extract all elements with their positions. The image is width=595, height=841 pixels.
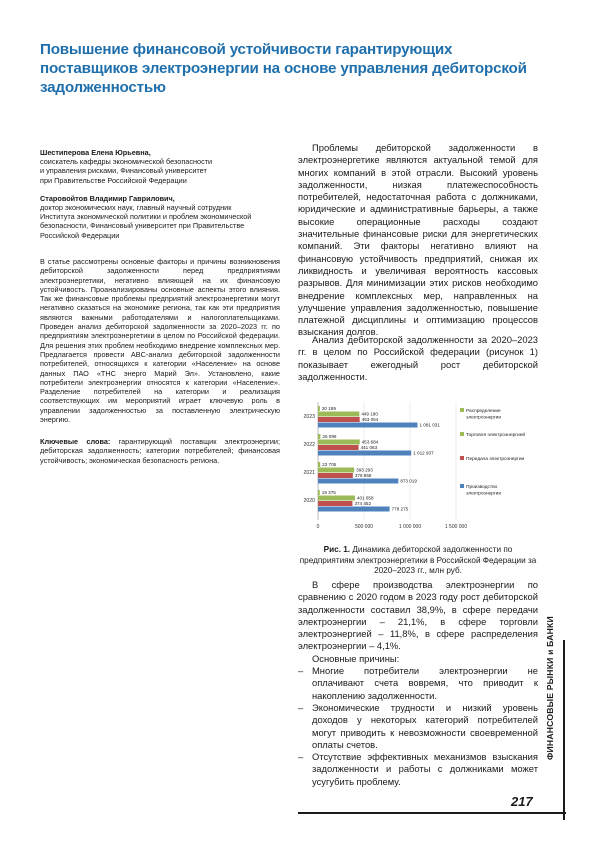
data-label: 26 099	[322, 434, 337, 439]
author-name: Старовойтов Владимир Гаврилович,	[40, 193, 175, 203]
author-affiliation-line: Российской Федерации	[40, 230, 120, 240]
bar	[318, 479, 398, 484]
legend-swatch	[460, 432, 464, 436]
figure-caption	[298, 545, 538, 577]
bar	[318, 445, 359, 450]
data-label: 393 293	[356, 467, 373, 473]
caption-label: Рис. 1.	[323, 545, 351, 554]
section-sidebar-label: ФИНАНСОВЫЕ РЫНКИ и БАНКИ	[545, 616, 555, 760]
bar	[318, 468, 354, 473]
bar	[318, 473, 353, 478]
data-label: 401 658	[356, 495, 374, 501]
legend-label: Производство	[466, 484, 498, 490]
body-paragraph-1: Проблемы дебиторской задолженности в электроэнергетике являются актуальной темой для многих компаний в этой отрасли. Высокий уровень задолженности, низкая платежеспособность потребителей, недостаточная работа с должниками, юридические и административные барьеры, а также высокие операционные расходы создают значительные финансовые риски для энергетических компаний. Эти факторы негативно влияют на финансовую устойчивость предприятий, снижая их ликвидность и увеличивая вероятность кассовых разрывов. Для минимизации этих рисков необходимо внедрение комплексных мер, направленных на улучшение управления задолженностью, повышение платежной дисциплины и оптимизацию процессов взыскания долгов.	[298, 142, 538, 338]
y-tick-label: 2023	[303, 414, 315, 420]
sidebar-rule	[563, 640, 565, 820]
list-item	[298, 665, 538, 702]
keywords-text: гарантирующий поставщик электроэнергии; дебиторская задолженность; категории потребителей; финансовая устойчивость; экономическая безопасность региона.	[40, 437, 280, 465]
bar	[318, 417, 360, 422]
list-item	[298, 751, 538, 788]
legend-label: электроэнергии	[466, 415, 502, 421]
article-title: Повышение финансовой устойчивости гарантирующих поставщиков электроэнергии на основе управления дебиторской задолженностью	[40, 41, 527, 96]
abstract: В статье рассмотрены основные факторы и причины возникновения дебиторской задолженности перед предприятиями электроэнергетики, негативно влияющей на их финансовую устойчивость. Проанализированы основные аспекты этого влияния. Так же финансовые проблемы предприятий электроэнергетики могут негативно сказаться на экономике региона, так как эти предприятия являются важными работодателями и налогоплательщиками. Проведен анализ дебиторской задолженности за 2020–2023 гг. по предприятиям электроэнергетики в целом по Российской федерации. Для решения этих проблем необходимо внедрение комплексных мер. Предлагается провести ABC-анализ дебиторской задолженности потребителей, относящихся к категории «Население» на основе данных ПАО «ТНС энерго Марий Эл». Установлено, какие потребители электроэнергии относятся к категории «Население». Разделение потребителей на категории и реализация соответствующих им мероприятий играет ключевую роль в управлении задолженностью за поставленную электрическую энергию.	[40, 257, 280, 425]
body-paragraph-3	[298, 579, 538, 788]
bar	[318, 501, 352, 506]
data-label: 453 684	[361, 439, 379, 445]
keywords	[40, 437, 280, 465]
page-number: 217	[511, 794, 533, 809]
data-label: 20 189	[321, 406, 336, 411]
legend-swatch	[460, 484, 464, 488]
author-affiliation-line: и управления рисками, Финансовый университет	[40, 166, 207, 176]
bar	[318, 462, 320, 467]
y-tick-label: 2021	[303, 470, 315, 476]
data-label: 453 054	[361, 417, 379, 422]
author-2	[40, 194, 280, 240]
growth-paragraph: В сфере производства электроэнергии по сравнению с 2020 годом в 2023 году рост дебиторской задолженности составил 38,9%, в сфере передачи электроэнергии – 21,1%, в сфере торговли электроэнергией – 11,8%, в сфере распределения электроэнергии – 4,1%.	[298, 579, 538, 652]
bar	[318, 440, 360, 445]
x-tick-label: 0	[316, 524, 320, 530]
list-item-text: Многие потребители электроэнергии не оплачивают счета вовремя, что приводит к накоплению задолженности.	[312, 665, 538, 701]
x-tick-label: 500 000	[354, 524, 374, 530]
author-1	[40, 148, 280, 185]
debt-chart	[298, 394, 540, 544]
footer-rule	[298, 812, 566, 814]
author-affiliation-line: при Правительстве Российской Федерации	[40, 175, 187, 185]
x-tick-label: 1 500 000	[444, 524, 468, 530]
bullet-dash: –	[298, 665, 304, 677]
bar	[318, 451, 411, 456]
data-label: 778 275	[391, 506, 409, 512]
y-tick-label: 2020	[303, 498, 315, 504]
body-paragraph-2: Анализ дебиторской задолженности за 2020–2023 гг. в целом по Российской федерации (рисунок 1) показывает ежегодный рост дебиторской задолженности.	[298, 334, 538, 382]
data-label: 1 081 031	[419, 422, 440, 428]
legend-swatch	[460, 456, 464, 460]
list-item-text: Экономические трудности и низкий уровень доходов у некоторых категорий потребителей могут приводить к невозможности своевременной оплаты счетов.	[312, 701, 538, 750]
data-label: 449 180	[361, 411, 378, 417]
legend-label: Передача электроэнергии	[466, 456, 525, 462]
data-label: 23 705	[322, 462, 337, 467]
author-affiliation-line: безопасности, Финансовый университет при Правительстве	[40, 221, 245, 231]
list-item	[298, 702, 538, 751]
author-affiliation-line: соискатель кафедры экономической безопасности	[40, 157, 213, 167]
x-tick-label: 1 000 000	[398, 524, 422, 530]
data-label: 19 375	[321, 490, 336, 495]
bar	[318, 507, 390, 512]
bar	[318, 423, 417, 428]
keywords-label: Ключевые слова:	[40, 437, 111, 446]
bar	[318, 412, 359, 417]
list-item-text: Отсутствие эффективных механизмов взыскания задолженности и работы с должниками может усугубить проблему.	[312, 751, 538, 787]
data-label: 441 063	[360, 445, 378, 450]
data-label: 873 019	[400, 478, 417, 484]
bar	[318, 496, 355, 501]
caption-text: Динамика дебиторской задолженности по предприятиям электроэнергетики в Российской Федерации за 2020–2023 гг., млн руб.	[299, 545, 537, 575]
legend-label: Распределение	[466, 408, 501, 414]
author-affiliation-line: Института экономической политики и проблем экономической	[40, 212, 252, 222]
legend-label: Торговля электроэнергией	[466, 432, 526, 438]
author-name: Шестиперова Елена Юрьевна,	[40, 148, 151, 157]
y-tick-label: 2022	[303, 442, 315, 448]
legend-label: электроэнергии	[466, 491, 502, 497]
legend-swatch	[460, 408, 464, 412]
authors-block	[40, 148, 280, 249]
author-affiliation-line: доктор экономических наук, главный научный сотрудник	[40, 203, 232, 213]
bullet-dash: –	[298, 751, 304, 763]
bar	[318, 406, 320, 411]
bullet-dash: –	[298, 701, 304, 713]
data-label: 374 452	[354, 501, 372, 506]
data-label: 378 858	[354, 473, 372, 478]
bar	[318, 490, 320, 495]
bar	[318, 434, 320, 439]
data-label: 1 012 937	[413, 450, 434, 456]
reasons-heading: Основные причины:	[312, 652, 400, 664]
